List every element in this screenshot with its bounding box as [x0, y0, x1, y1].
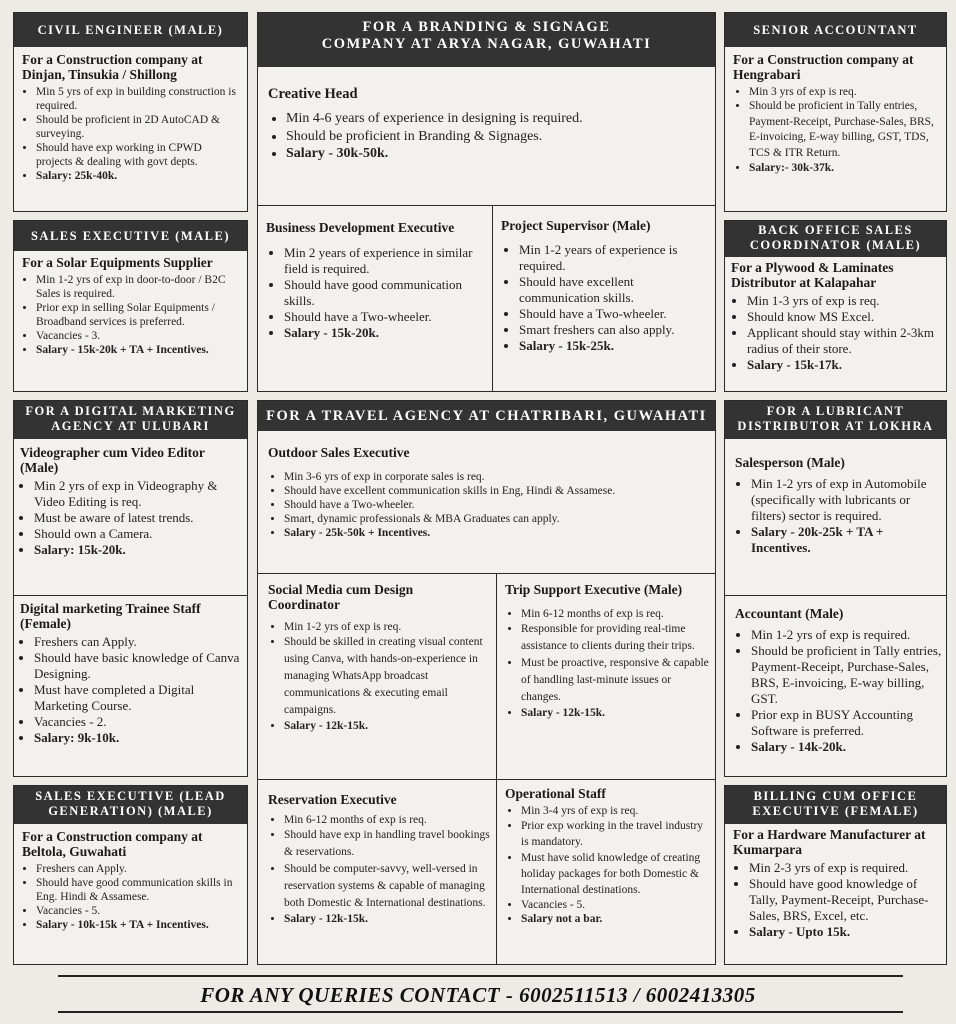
videographer-title: Videographer cum Video Editor (Male): [20, 445, 205, 475]
supervisor-list: [501, 242, 709, 354]
salary: • Salary:- 30k-37k.: [749, 161, 940, 175]
salary: • Salary - 15k-25k.: [519, 338, 709, 354]
salary: • Salary - Upto 15k.: [749, 924, 942, 940]
accountant-list: [735, 627, 942, 755]
list-item: • Min 3 yrs of exp is req.: [749, 85, 940, 99]
back-office-company: For a Plywood & Laminates Distributor at Kalapahar: [731, 260, 894, 290]
digital-marketing-card: [13, 400, 248, 777]
list-item: • Min 3-4 yrs of exp is req.: [521, 804, 711, 818]
creative-head-list: [268, 110, 705, 163]
list-item: • Min 1-2 yrs of exp is required.: [751, 627, 942, 643]
outdoor-sales-list: [268, 470, 705, 540]
senior-accountant-company: For a Construction company at Hengrabari: [733, 52, 914, 82]
bde-list: [266, 245, 484, 341]
salesperson-title: Salesperson (Male): [735, 455, 845, 470]
operational-staff-list: [505, 804, 711, 926]
lead-generation-header: SALES EXECUTIVE (LEAD GENERATION) (MALE): [14, 786, 247, 824]
trainee-title: Digital marketing Trainee Staff (Female): [20, 601, 201, 631]
salary: • Salary: 9k-10k.: [34, 730, 241, 746]
salary: • Salary not a bar.: [521, 912, 711, 926]
salary: • Salary - 20k-25k + TA + Incentives.: [751, 524, 940, 556]
list-item: • Min 2 years of experience in similar field is required.: [284, 245, 484, 277]
list-item: • Must be proactive, responsive & capable of handling last-minute issues or changes.: [521, 655, 709, 706]
bde-section: [258, 205, 492, 392]
list-item: • Min 2-3 yrs of exp is required.: [749, 860, 942, 876]
list-item: • Should own a Camera.: [34, 526, 241, 542]
civil-company: For a Construction company at Dinjan, Tinsukia / Shillong: [22, 52, 203, 82]
list-item: • Should have exp working in CPWD projects & dealing with govt depts.: [36, 141, 241, 169]
travel-agency-card: [257, 400, 716, 965]
social-media-title: Social Media cum Design Coordinator: [268, 582, 414, 612]
accountant-section: [725, 595, 946, 777]
accountant-title: Accountant (Male): [735, 606, 844, 621]
list-item: • Min 6-12 months of exp is req.: [284, 813, 490, 827]
travel-agency-header: FOR A TRAVEL AGENCY AT CHATRIBARI, GUWAHATI: [258, 401, 715, 431]
list-item: • Min 1-2 yrs of exp is req.: [284, 620, 488, 634]
list-item: • Should be proficient in Branding & Signages.: [286, 128, 705, 146]
list-item: • Min 1-3 yrs of exp is req.: [747, 293, 940, 309]
branding-header: FOR A BRANDING & SIGNAGE COMPANY AT ARYA NAGAR, GUWAHATI: [258, 13, 715, 67]
senior-accountant-header: SENIOR ACCOUNTANT: [725, 13, 946, 47]
list-item: • Freshers can Apply.: [36, 862, 241, 876]
list-item: • Vacancies - 3.: [36, 329, 241, 343]
salary: • Salary - 25k-50k + Incentives.: [284, 526, 705, 540]
outdoor-sales-section: [258, 431, 715, 573]
list-item: • Should have good communication skills in Eng. Hindi & Assamese.: [36, 876, 241, 904]
sales-executive-card: [13, 220, 248, 392]
civil-list: [22, 85, 241, 183]
sales-executive-list: [22, 273, 241, 357]
list-item: • Prior exp in BUSY Accounting Software is preferred.: [751, 707, 942, 739]
social-media-section: [258, 573, 496, 779]
list-item: • Smart freshers can also apply.: [519, 322, 709, 338]
list-item: • Should have good knowledge of Tally, Payment-Receipt, Purchase-Sales, BRS, Excel, etc.: [749, 876, 942, 924]
list-item: • Should be skilled in creating visual content using Canva, with hands-on-experience in managing WhatsApp broadcast communications & executing email campaigns.: [284, 634, 488, 719]
reservation-title: Reservation Executive: [268, 792, 397, 807]
list-item: • Min 3-6 yrs of exp in corporate sales is req.: [284, 470, 705, 484]
salary: • Salary - 30k-50k.: [286, 145, 705, 163]
list-item: • Should have a Two-wheeler.: [284, 309, 484, 325]
lubricant-card: [724, 400, 947, 777]
list-item: • Should be proficient in 2D AutoCAD & surveying.: [36, 113, 241, 141]
videographer-list: [20, 478, 241, 558]
lead-list: [22, 862, 241, 932]
salary: • Salary - 12k-15k.: [521, 706, 709, 720]
creative-head-section: [258, 67, 715, 205]
list-item: • Should be computer-savvy, well-versed in reservation systems & capable of managing both Domestic & International destinations.: [284, 861, 490, 912]
social-media-list: [268, 620, 488, 733]
billing-list: [733, 860, 942, 940]
billing-company: For a Hardware Manufacturer at Kumarpara: [733, 827, 926, 857]
lubricant-header: FOR A LUBRICANT DISTRIBUTOR AT LOKHRA: [725, 401, 946, 439]
civil-engineer-header: CIVIL ENGINEER (MALE): [14, 13, 247, 47]
lead-company: For a Construction company at Beltola, Guwahati: [22, 829, 203, 859]
list-item: • Prior exp in selling Solar Equipments / Broadband services is preferred.: [36, 301, 241, 329]
list-item: • Should have excellent communication skills in Eng, Hindi & Assamese.: [284, 484, 705, 498]
trainee-list: [20, 634, 241, 746]
trip-support-title: Trip Support Executive (Male): [505, 582, 683, 597]
list-item: • Must have completed a Digital Marketing Course.: [34, 682, 241, 714]
list-item: • Should have basic knowledge of Canva Designing.: [34, 650, 241, 682]
sales-executive-header: SALES EXECUTIVE (MALE): [14, 221, 247, 251]
salesperson-list: [735, 476, 940, 556]
creative-head-title: Creative Head: [268, 86, 358, 102]
list-item: • Smart, dynamic professionals & MBA Graduates can apply.: [284, 512, 705, 526]
list-item: • Should have good communication skills.: [284, 277, 484, 309]
footer-bottom-divider: [58, 1011, 903, 1013]
list-item: • Min 5 yrs of exp in building construction is required.: [36, 85, 241, 113]
list-item: • Min 6-12 months of exp is req.: [521, 607, 709, 621]
salary: • Salary - 14k-20k.: [751, 739, 942, 755]
branding-card: [257, 12, 716, 392]
senior-accountant-card: [724, 12, 947, 212]
footer-top-divider: [58, 975, 903, 977]
list-item: • Min 1-2 yrs of exp in door-to-door / B2C Sales is required.: [36, 273, 241, 301]
list-item: • Freshers can Apply.: [34, 634, 241, 650]
reservation-list: [268, 813, 490, 926]
videographer-section: [14, 439, 247, 595]
contact-footer: FOR ANY QUERIES CONTACT - 6002511513 / 6002413305: [200, 983, 756, 1007]
billing-card: [724, 785, 947, 965]
list-item: • Should have a Two-wheeler.: [519, 306, 709, 322]
list-item: • Min 1-2 yrs of exp in Automobile (specifically with lubricants or filters) sector is required.: [751, 476, 940, 524]
salary: • Salary: 15k-20k.: [34, 542, 241, 558]
operational-staff-section: [496, 779, 716, 965]
trip-support-section: [496, 573, 716, 779]
salary: • Salary - 10k-15k + TA + Incentives.: [36, 918, 241, 932]
back-office-header: BACK OFFICE SALES COORDINATOR (MALE): [725, 221, 946, 257]
back-office-card: [724, 220, 947, 392]
list-item: • Min 2 yrs of exp in Videography & Video Editing is req.: [34, 478, 241, 510]
list-item: • Vacancies - 5.: [521, 898, 711, 912]
trip-support-list: [505, 607, 709, 720]
salary: • Salary - 15k-20k.: [284, 325, 484, 341]
list-item: • Should have a Two-wheeler.: [284, 498, 705, 512]
reservation-section: [258, 779, 496, 965]
list-item: • Applicant should stay within 2-3km radius of their store.: [747, 325, 940, 357]
list-item: • Min 4-6 years of experience in designing is required.: [286, 110, 705, 128]
operational-staff-title: Operational Staff: [505, 786, 606, 801]
bde-title: Business Development Executive: [266, 220, 455, 235]
lead-generation-card: [13, 785, 248, 965]
sales-executive-company: For a Solar Equipments Supplier: [22, 255, 213, 270]
salary: • Salary - 15k-17k.: [747, 357, 940, 373]
list-item: • Should have excellent communication skills.: [519, 274, 709, 306]
list-item: • Vacancies - 5.: [36, 904, 241, 918]
list-item: • Should be proficient in Tally entries, Payment-Receipt, Purchase-Sales, BRS, E-invoicing, E-way billing, GST.: [751, 643, 942, 707]
salary: • Salary - 12k-15k.: [284, 719, 488, 733]
list-item: • Prior exp working in the travel industry is mandatory.: [521, 818, 711, 850]
list-item: • Should be proficient in Tally entries, Payment-Receipt, Purchase-Sales, BRS, E-invoicing, E-way billing, GST, TDS, TCS & ITR Return.: [749, 99, 940, 161]
list-item: • Min 1-2 years of experience is required.: [519, 242, 709, 274]
list-item: • Must have solid knowledge of creating holiday packages for both Domestic & International destinations.: [521, 850, 711, 898]
salary: • Salary - 15k-20k + TA + Incentives.: [36, 343, 241, 357]
salesperson-section: [725, 439, 946, 595]
list-item: • Should have exp in handling travel bookings & reservations.: [284, 827, 490, 861]
digital-marketing-header: FOR A DIGITAL MARKETING AGENCY AT ULUBARI: [14, 401, 247, 439]
civil-engineer-card: [13, 12, 248, 212]
supervisor-title: Project Supervisor (Male): [501, 218, 651, 233]
outdoor-sales-title: Outdoor Sales Executive: [268, 445, 410, 460]
trainee-section: [14, 595, 247, 777]
salary: • Salary: 25k-40k.: [36, 169, 241, 183]
salary: • Salary - 12k-15k.: [284, 912, 490, 926]
list-item: • Should know MS Excel.: [747, 309, 940, 325]
list-item: • Must be aware of latest trends.: [34, 510, 241, 526]
list-item: • Responsible for providing real-time assistance to clients during their trips.: [521, 621, 709, 655]
list-item: • Vacancies - 2.: [34, 714, 241, 730]
billing-header: BILLING CUM OFFICE EXECUTIVE (FEMALE): [725, 786, 946, 824]
back-office-list: [731, 293, 940, 373]
supervisor-section: [492, 205, 716, 392]
senior-accountant-list: [733, 85, 940, 175]
